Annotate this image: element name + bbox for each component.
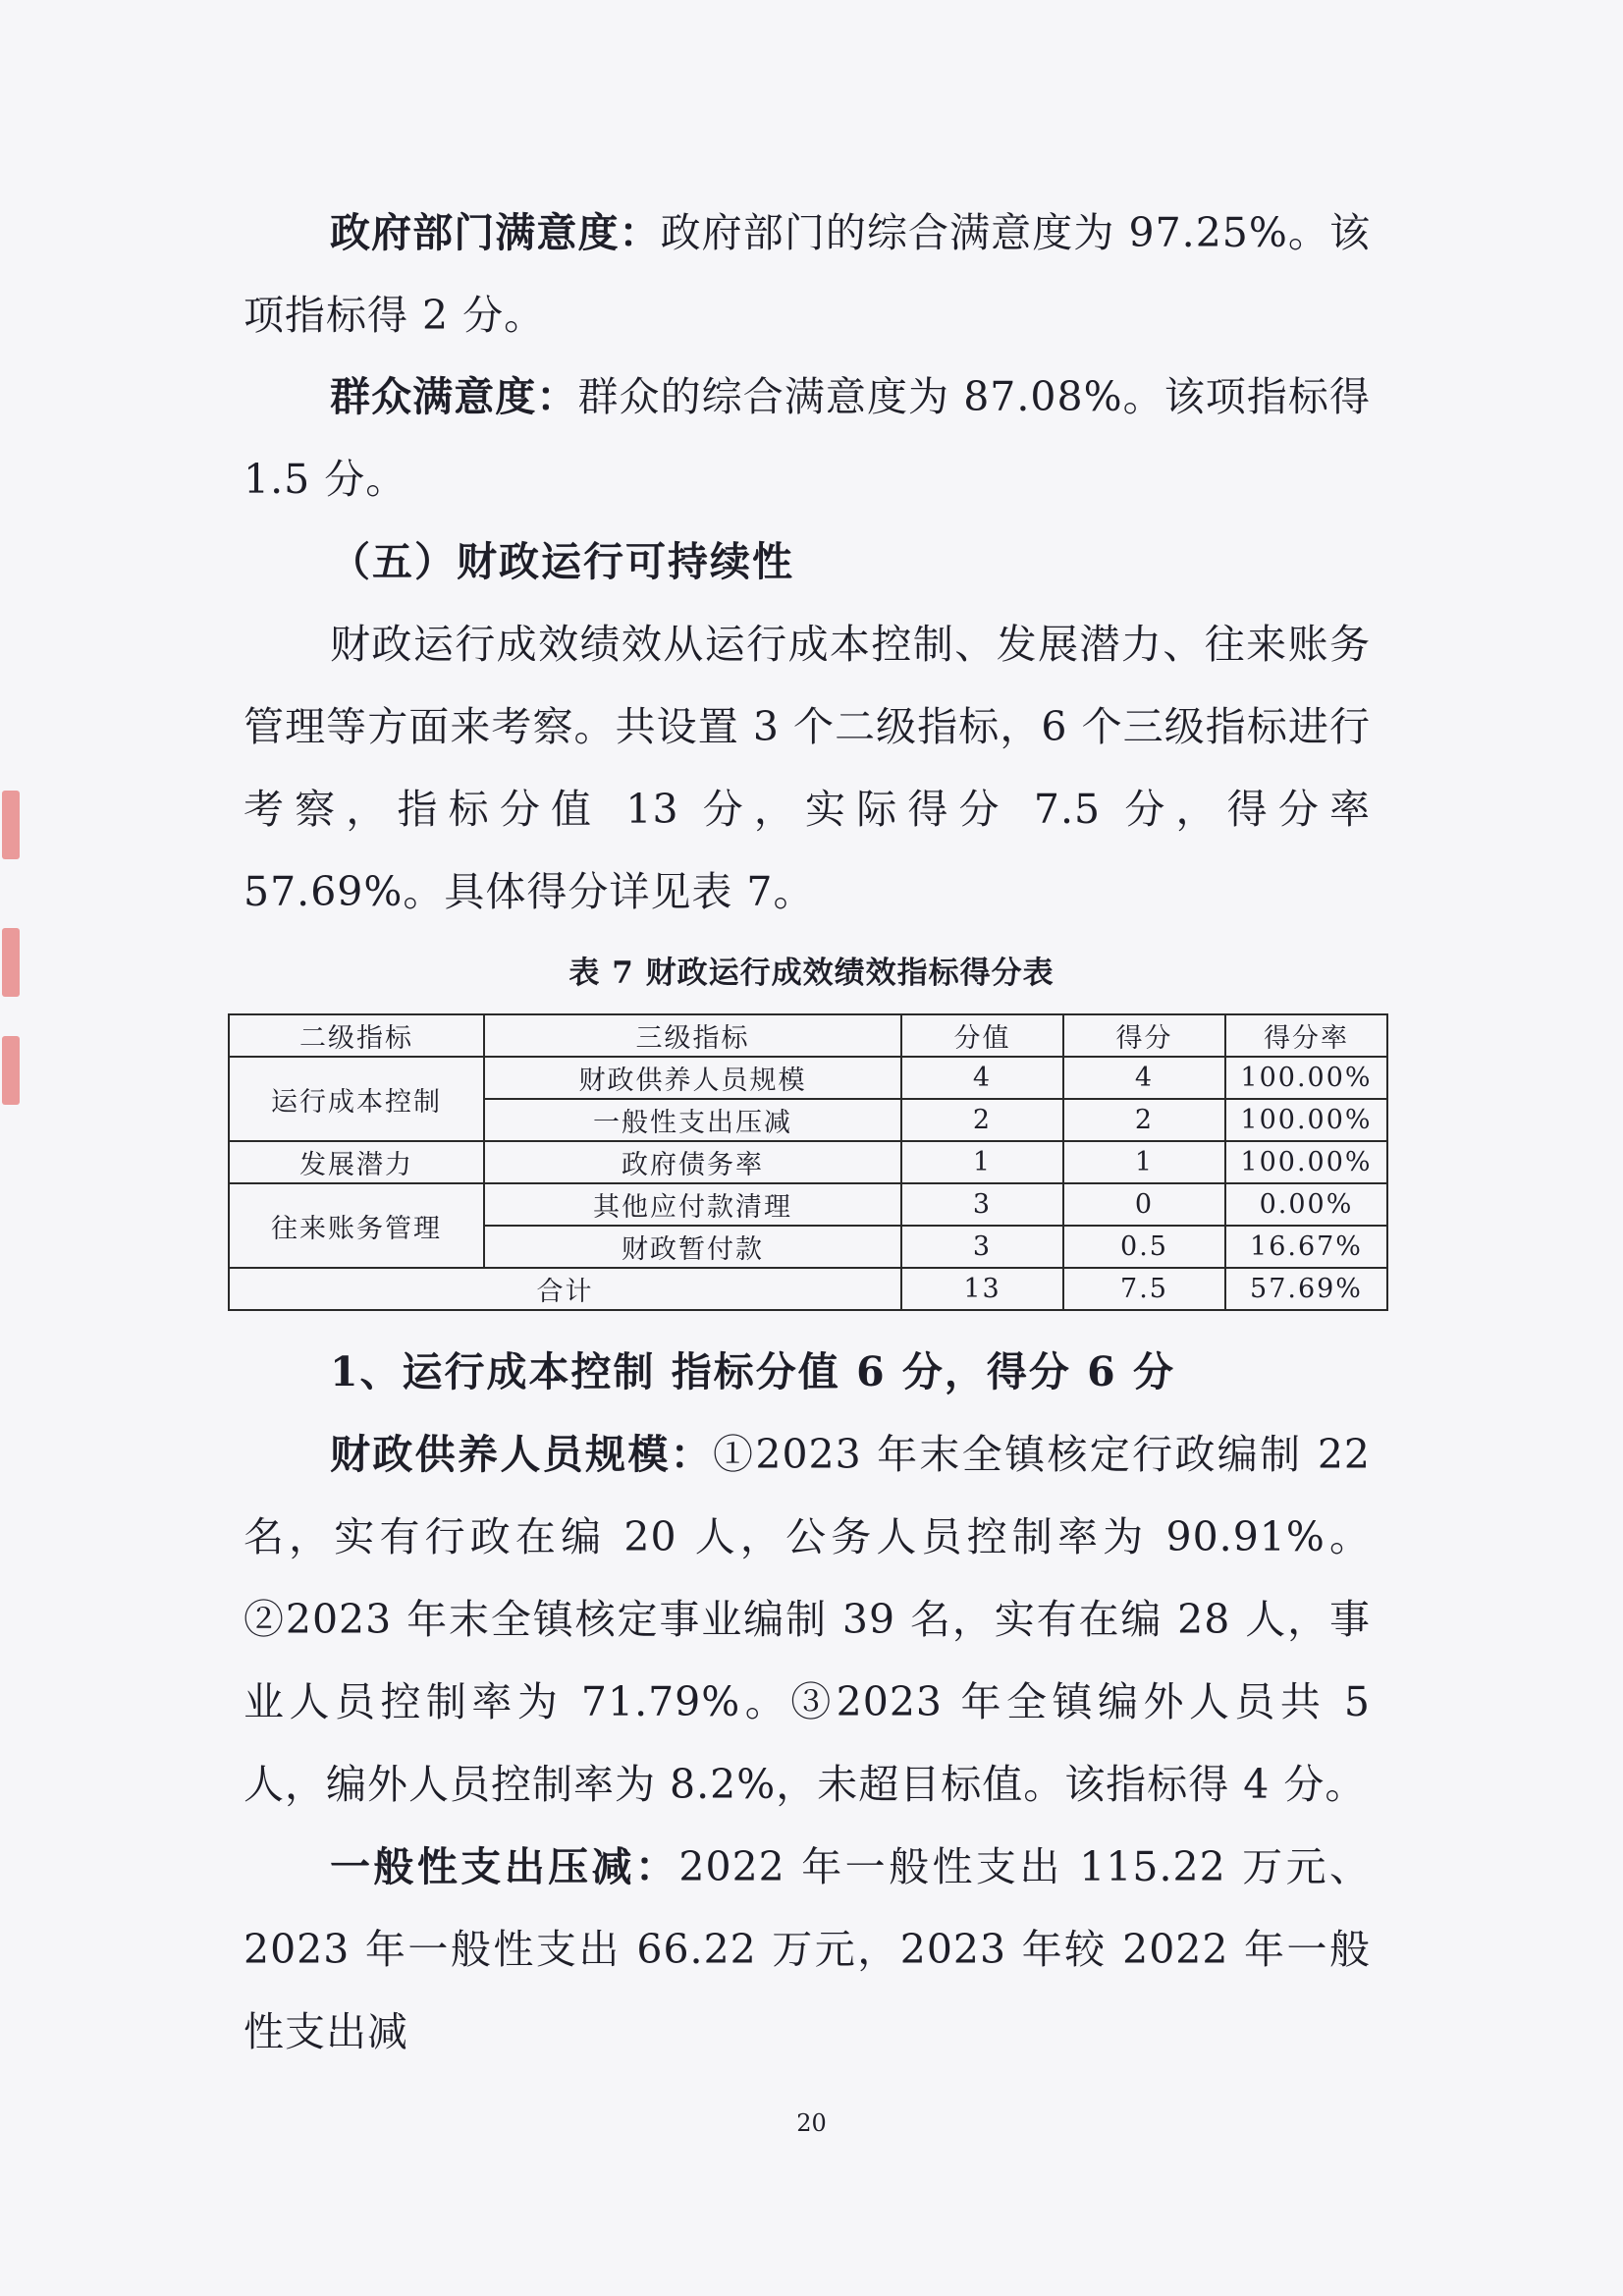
page-number: 20 <box>796 2109 827 2137</box>
row-score: 1 <box>1063 1141 1225 1183</box>
header-rate: 得分率 <box>1225 1014 1387 1057</box>
header-value: 分值 <box>901 1014 1063 1057</box>
gov-satisfaction-lead: 政府部门满意度： <box>330 209 661 256</box>
row-rate: 0.00% <box>1225 1183 1387 1226</box>
row-name: 财政暂付款 <box>484 1226 901 1268</box>
total-rate: 57.69% <box>1225 1268 1387 1310</box>
row-name: 财政供养人员规模 <box>484 1057 901 1099</box>
staff-scale-lead: 财政供养人员规模： <box>330 1431 714 1478</box>
sub-heading-running-cost: 1、运行成本控制 指标分值 6 分，得分 6 分 <box>330 1348 1175 1395</box>
row-rate: 100.00% <box>1225 1099 1387 1141</box>
row-value: 2 <box>901 1099 1063 1141</box>
row-rate: 100.00% <box>1225 1057 1387 1099</box>
staff-scale-body: ①2023 年末全镇核定行政编制 22 名，实有行政在编 20 人，公务人员控制率为 90.91%。②2023 年末全镇核定事业编制 39 名，实有在编 28 人，事业人员控制率为 71.79%。③2023 年全镇编外人员共 5 人，编外人员控制率为 8.2%，未超目标值。该指标得 4 分。 <box>243 1431 1372 1808</box>
header-level2: 二级指标 <box>229 1014 484 1057</box>
row-value: 3 <box>901 1183 1063 1226</box>
total-score: 7.5 <box>1063 1268 1225 1310</box>
row-rate: 100.00% <box>1225 1141 1387 1183</box>
group-development: 发展潜力 <box>229 1141 484 1183</box>
header-score: 得分 <box>1063 1014 1225 1057</box>
row-value: 3 <box>901 1226 1063 1268</box>
gov-satisfaction-paragraph <box>243 191 1371 356</box>
general-expense-lead: 一般性支出压减： <box>330 1843 679 1890</box>
general-expense-body: 2022 年一般性支出 115.22 万元、2023 年一般性支出 66.22 万元，2023 年较 2022 年一般性支出减 <box>243 1843 1372 2055</box>
row-rate: 16.67% <box>1225 1226 1387 1268</box>
table-total-row <box>229 1268 1387 1310</box>
row-name: 政府债务率 <box>484 1141 901 1183</box>
score-table <box>228 1013 1388 1311</box>
general-expense-paragraph <box>243 1826 1371 2073</box>
row-value: 4 <box>901 1057 1063 1099</box>
row-name: 其他应付款清理 <box>484 1183 901 1226</box>
total-value: 13 <box>901 1268 1063 1310</box>
gov-satisfaction-body: 政府部门的综合满意度为 97.25%。该项指标得 2 分。 <box>243 209 1371 339</box>
row-score: 4 <box>1063 1057 1225 1099</box>
section-five-heading: （五）财政运行可持续性 <box>330 538 794 585</box>
total-label: 合计 <box>229 1268 901 1310</box>
table-row <box>229 1057 1387 1099</box>
row-score: 0.5 <box>1063 1226 1225 1268</box>
table-caption: 表 7 财政运行成效绩效指标得分表 <box>568 956 1055 991</box>
public-satisfaction-body: 群众的综合满意度为 87.08%。该项指标得 1.5 分。 <box>243 373 1371 503</box>
section-five-intro: 财政运行成效绩效从运行成本控制、发展潜力、往来账务管理等方面来考察。共设置 3 个二级指标，6 个三级指标进行考察，指标分值 13 分，实际得分 7.5 分，得分率 57.69%。具体得分详见表 7。 <box>243 621 1371 915</box>
table-header-row <box>229 1014 1387 1057</box>
table-row <box>229 1183 1387 1226</box>
header-level3: 三级指标 <box>484 1014 901 1057</box>
row-name: 一般性支出压减 <box>484 1099 901 1141</box>
staff-scale-paragraph <box>243 1413 1371 1826</box>
row-value: 1 <box>901 1141 1063 1183</box>
group-accounts: 往来账务管理 <box>229 1183 484 1268</box>
table-row <box>229 1141 1387 1183</box>
row-score: 0 <box>1063 1183 1225 1226</box>
row-score: 2 <box>1063 1099 1225 1141</box>
group-running-cost: 运行成本控制 <box>229 1057 484 1141</box>
public-satisfaction-paragraph <box>243 355 1371 520</box>
public-satisfaction-lead: 群众满意度： <box>330 373 578 420</box>
